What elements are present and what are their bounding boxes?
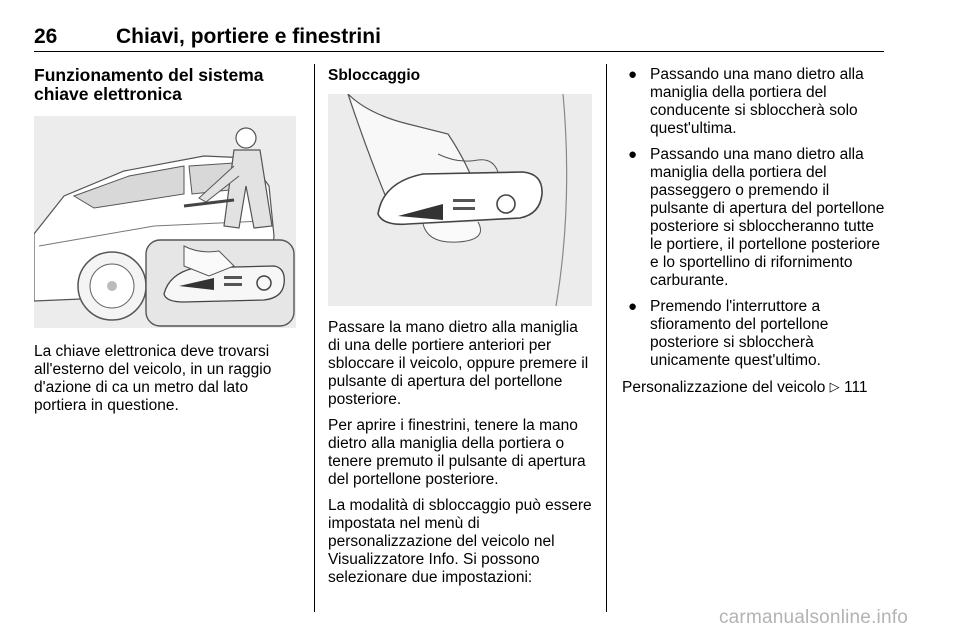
bullet-dot: ● — [628, 146, 638, 163]
crossref-page[interactable]: 111 — [843, 379, 868, 396]
page-number: 26 — [34, 25, 58, 48]
bullet-text: Passando una mano dietro alla maniglia della portiera del conducente si sbloccherà solo quest'ultima. — [650, 66, 864, 137]
middle-column-text — [328, 319, 592, 595]
door-handle-svg — [328, 94, 592, 306]
middle-paragraph-2: Per aprire i finestrini, tenere la mano dietro alla maniglia della portiera o tenere premuto il pulsante di apertura del portellone posteriore. — [328, 417, 586, 488]
left-column-text — [34, 343, 294, 423]
crossref[interactable] — [622, 378, 888, 397]
middle-paragraph-3: La modalità di sbloccaggio può essere impostata nel menù di personalizzazione del veicolo nel Visualizzatore Info. Si possono selezionare due impostazioni: — [328, 497, 592, 586]
door-handle-illustration — [328, 94, 592, 306]
bullet-dot: ● — [628, 66, 638, 83]
bullet-text: Premendo l'interruttore a sfioramento del portellone posteriore si sbloccherà unicamente quest'ultimo. — [650, 298, 829, 369]
subsection-title: Sbloccaggio — [328, 67, 421, 84]
watermark: carmanualsonline.info — [718, 607, 908, 628]
middle-column-heading — [328, 67, 592, 85]
chapter-title: Chiavi, portiere e finestrini — [116, 25, 381, 48]
right-column — [622, 66, 888, 405]
list-item — [622, 66, 888, 138]
car-keyless-illustration — [34, 116, 296, 328]
list-item — [622, 146, 888, 290]
column-divider-1 — [314, 64, 315, 612]
section-title: Funzionamento del sistema chiave elettronica — [34, 65, 264, 104]
triangle-right-icon: ▷ — [829, 379, 840, 394]
crossref-text: Personalizzazione del veicolo — [622, 379, 826, 396]
page-header — [34, 25, 884, 52]
middle-paragraph-1: Passare la mano dietro alla maniglia di una delle portiere anteriori per sbloccare il veicolo, oppure premere il pulsante di apertura del portellone posteriore. — [328, 319, 589, 408]
car-illustration-svg — [34, 116, 296, 328]
bullet-text: Passando una mano dietro alla maniglia della portiera del passeggero o premendo il pulsante di apertura del portellone posteriore si sbloccheranno tutte le portiere, il portellone posteriore e lo sportellino di rifornimento carburante. — [650, 146, 885, 289]
bullet-dot: ● — [628, 298, 638, 315]
left-paragraph: La chiave elettronica deve trovarsi all'esterno del veicolo, in un raggio d'azione di ca un metro dal lato portiera in questione. — [34, 343, 272, 414]
list-item — [622, 298, 888, 370]
column-divider-2 — [606, 64, 607, 612]
left-column — [34, 66, 294, 104]
bullet-list — [622, 66, 888, 370]
